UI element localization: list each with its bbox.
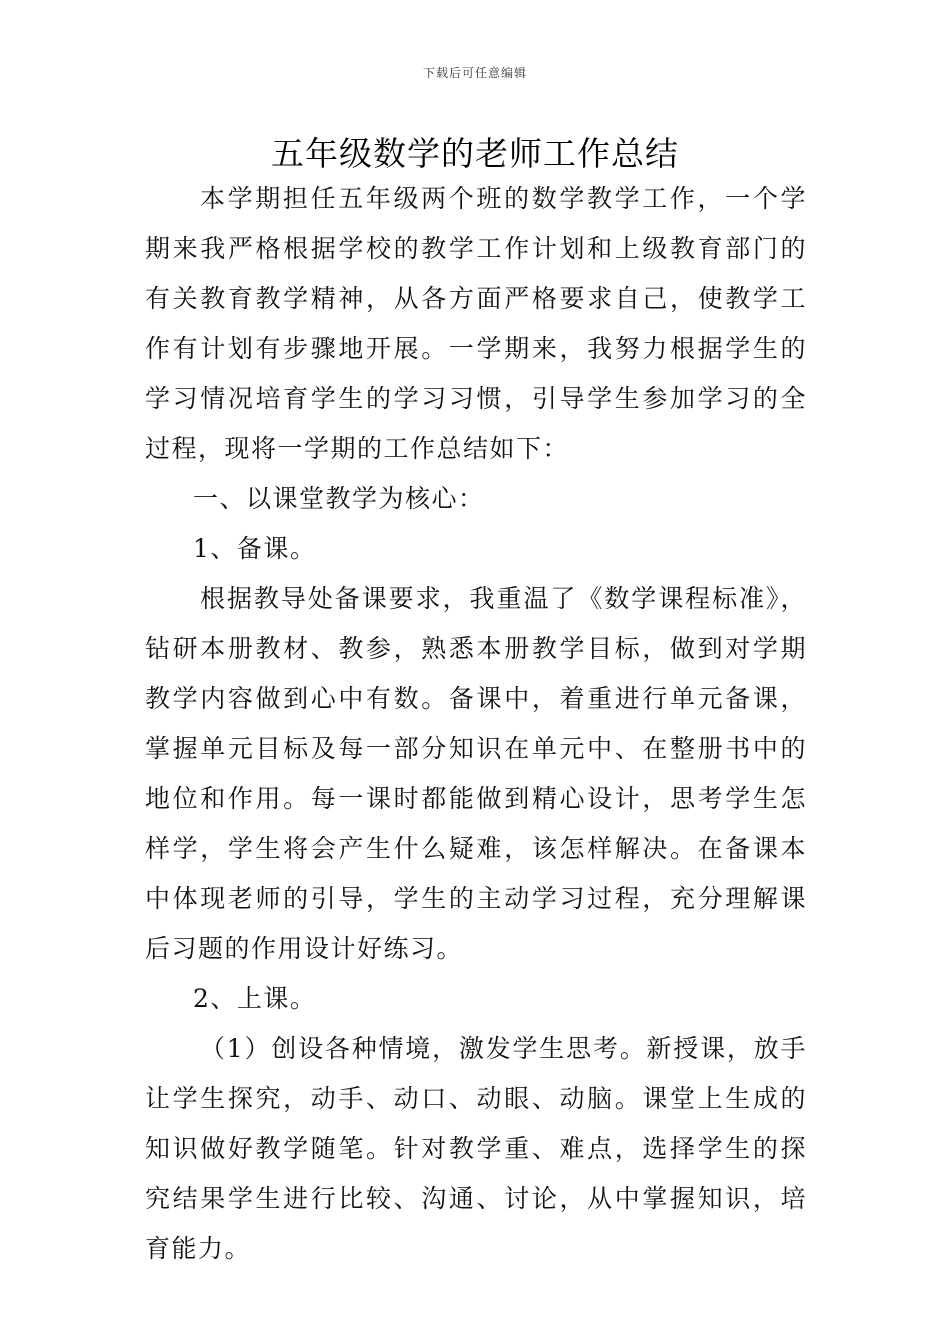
header-note: 下载后可任意编辑 <box>422 66 527 80</box>
document-title: 五年级数学的老师工作总结 <box>271 134 679 173</box>
paragraph-lesson-prep: 根据教导处备课要求，我重温了《数学课程标准》，钻研本册教材、教参，熟悉本册教学目标，做到对学期教学内容做到心中有数。备课中，着重进行单元备课，掌握单元目标及每一部分知识在单元中、在整册书中的地位和作用。每一课时都能做到精心设计，思考学生怎样学，学生将会产生什么疑难，该怎样解决。在备课本中体现老师的引导，学生的主动学习过程，充分理解课后习题的作用设计好练习。 <box>145 584 807 963</box>
document-body <box>145 174 807 1274</box>
subheading-teaching: 2、上课。 <box>193 984 317 1013</box>
paragraph-teaching-1: （1）创设各种情境，激发学生思考。新授课，放手让学生探究，动手、动口、动眼、动脑。课堂上生成的知识做好教学随笔。针对教学重、难点，选择学生的探究结果学生进行比较、沟通、讨论，从中掌握知识，培育能力。 <box>145 1034 807 1263</box>
section-heading-classroom: 一、以课堂教学为核心： <box>193 484 485 513</box>
paragraph-intro: 本学期担任五年级两个班的数学教学工作，一个学期来我严格根据学校的教学工作计划和上级教育部门的有关教育教学精神，从各方面严格要求自己，使教学工作有计划有步骤地开展。一学期来，我努力根据学生的学习情况培育学生的学习习惯，引导学生参加学习的全过程，现将一学期的工作总结如下： <box>145 184 807 463</box>
subheading-lesson-prep: 1、备课。 <box>193 534 317 563</box>
